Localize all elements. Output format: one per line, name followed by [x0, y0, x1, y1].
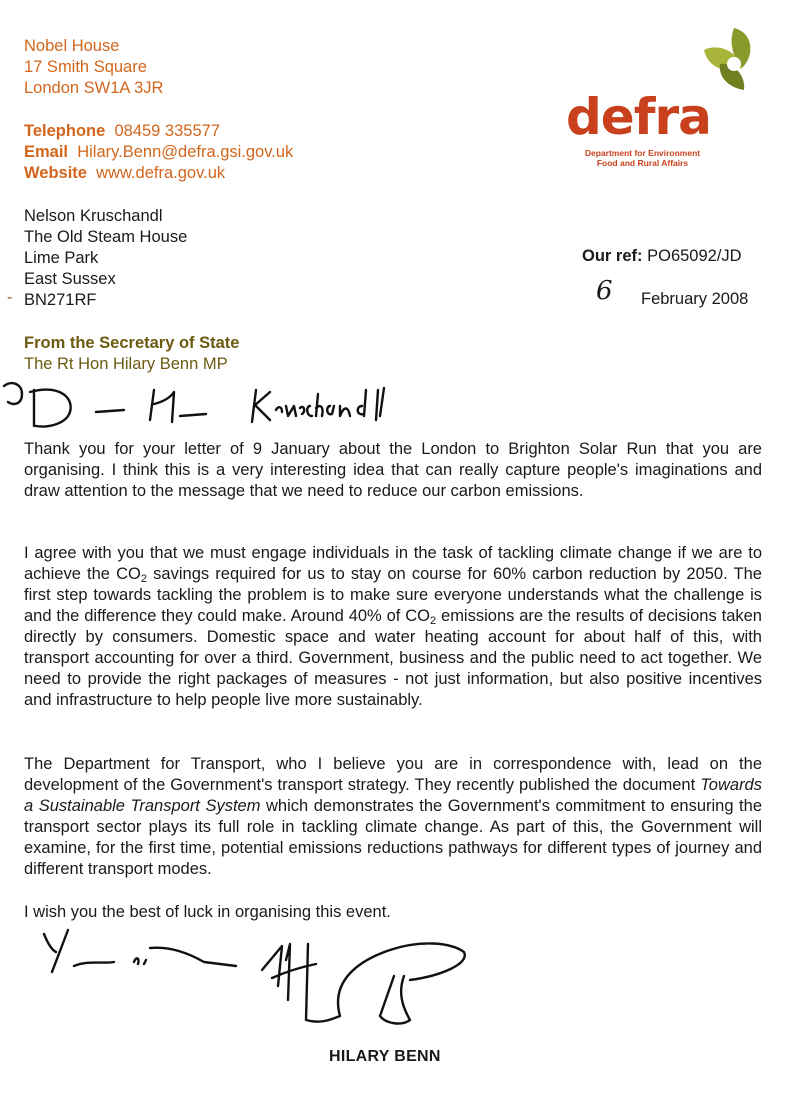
email-address: Hilary.Benn@defra.gsi.gov.uk	[77, 143, 294, 161]
document-title: Towards a Sustainable Transport System	[24, 776, 762, 815]
recipient-line: The Old Steam House	[24, 228, 188, 246]
date-day-handwritten: 6	[596, 276, 613, 306]
handwritten-signature	[30, 920, 490, 1050]
recipient-line: East Sussex	[24, 270, 116, 288]
website-line	[24, 163, 293, 184]
telephone-line	[24, 121, 293, 142]
recipient-line: Lime Park	[24, 249, 99, 267]
email-label: Email	[24, 143, 69, 161]
handwritten-salutation	[0, 376, 400, 436]
paragraph-text: The Department for Transport, who I believe you are in correspondence with, lead on the development of the Government's transport strategy. They recently published the document	[24, 755, 762, 794]
defra-leaf-icon	[690, 24, 760, 98]
email-line	[24, 142, 293, 163]
telephone-label: Telephone	[24, 122, 106, 140]
website-url: www.defra.gov.uk	[96, 164, 226, 182]
defra-logo-subtitle	[565, 148, 720, 168]
signatory-name: HILARY BENN	[329, 1048, 441, 1065]
reference	[582, 247, 742, 266]
from-block	[24, 333, 239, 375]
reference-label: Our ref:	[582, 247, 643, 265]
body-paragraph: Thank you for your letter of 9 January about the London to Brighton Solar Run that you are organising. I think this is a very interesting idea that can really capture people's imaginations and draw attention to the message that we need to reduce our carbon emissions.	[24, 440, 762, 500]
sender-address-line: 17 Smith Square	[24, 58, 147, 76]
recipient-line: BN271RF	[24, 291, 97, 309]
telephone-number: 08459 335577	[114, 122, 220, 140]
sender-address-line: London SW1A 3JR	[24, 79, 164, 97]
paragraph-text: I agree with you that we must engage individuals in the task of tackling climate change if we are to achieve the CO	[24, 544, 762, 583]
subscript: 2	[140, 573, 148, 585]
from-title: From the Secretary of State	[24, 334, 240, 352]
defra-logo-subtitle-line: Food and Rural Affairs	[596, 158, 689, 168]
body-paragraph	[24, 754, 762, 880]
sender-address	[24, 36, 163, 99]
contact-details	[24, 121, 293, 184]
body-paragraph	[24, 543, 762, 711]
date-month-year: February 2008	[641, 290, 749, 308]
from-name: The Rt Hon Hilary Benn MP	[24, 355, 228, 373]
website-label: Website	[24, 164, 87, 182]
margin-mark: -	[7, 289, 13, 306]
sender-address-line: Nobel House	[24, 37, 120, 55]
paragraph-text: savings required for us to stay on course for 60% carbon reduction by 2050. The first step towards tackling the problem is to make sure everyone understands what the challenge is and the difference they could make. Around 40% of CO	[24, 565, 762, 625]
recipient-line: Nelson Kruschandl	[24, 207, 163, 225]
defra-logo-subtitle-line: Department for Environment	[584, 148, 701, 158]
reference-value: PO65092/JD	[647, 247, 742, 265]
subscript: 2	[430, 615, 437, 627]
recipient-address	[24, 206, 187, 311]
paragraph-text: emissions are the results of decisions taken directly by consumers. Domestic space and water heating account for about half of this, with transport accounting for over a third. Government, business and the public need to act together. We need to provide the right packages of measures - not just information, but also positive incentives and infrastructure to help people live more sustainably.	[24, 607, 762, 709]
defra-logo-text: defra	[566, 88, 711, 146]
body-paragraph: I wish you the best of luck in organising this event.	[24, 903, 391, 921]
paragraph-text: which demonstrates the Government's commitment to ensuring the transport sector plays its full role in tackling climate change. As part of this, the Government will examine, for the first time, potential emissions reductions pathways for different types of journey and different transport modes.	[24, 797, 762, 878]
